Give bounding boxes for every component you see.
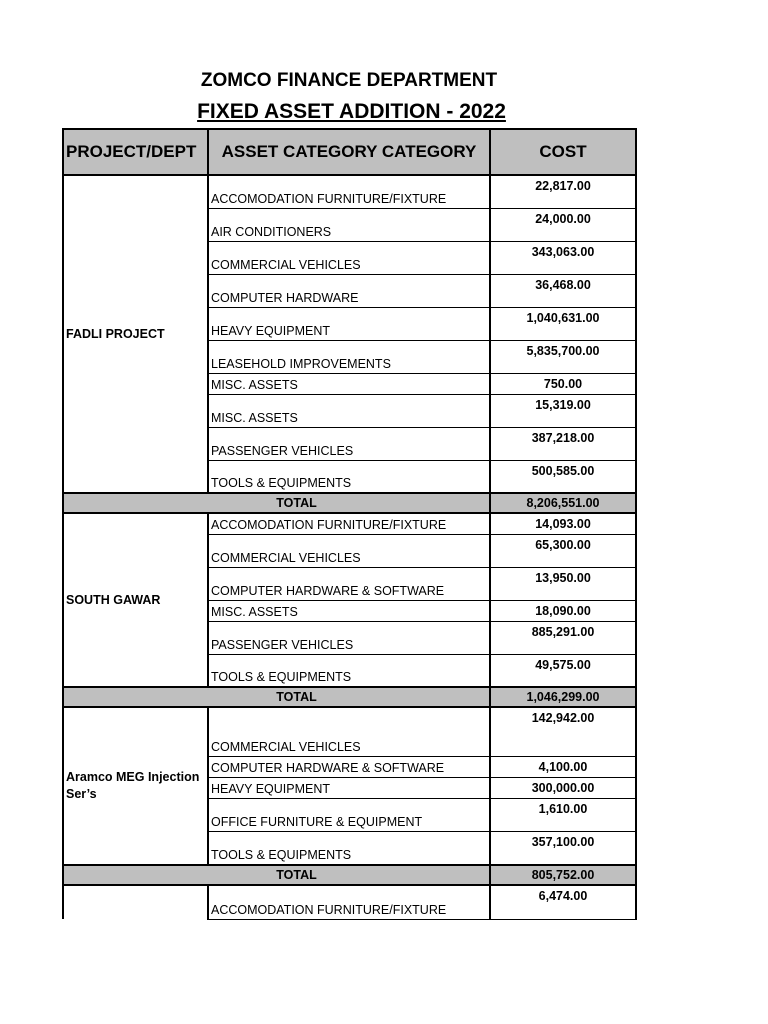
table-row (63, 885, 636, 919)
category-cell: AIR CONDITIONERS (208, 208, 490, 241)
category-cell: ACCOMODATION FURNITURE/FIXTURE (208, 513, 490, 534)
category-cell: HEAVY EQUIPMENT (208, 307, 490, 340)
cost-cell: 24,000.00 (490, 208, 636, 241)
column-header-cost: COST (490, 129, 636, 175)
category-cell: PASSENGER VEHICLES (208, 427, 490, 460)
total-label: TOTAL (63, 865, 490, 885)
category-cell: LEASEHOLD IMPROVEMENTS (208, 340, 490, 373)
category-cell: COMMERCIAL VEHICLES (208, 241, 490, 274)
fixed-asset-table (62, 128, 637, 920)
category-cell: TOOLS & EQUIPMENTS (208, 460, 490, 493)
cost-cell: 36,468.00 (490, 274, 636, 307)
cost-cell: 387,218.00 (490, 427, 636, 460)
category-cell: COMMERCIAL VEHICLES (208, 707, 490, 756)
cost-cell: 4,100.00 (490, 756, 636, 777)
total-cost: 1,046,299.00 (490, 687, 636, 707)
column-header-project: PROJECT/DEPT (63, 129, 208, 175)
category-cell: HEAVY EQUIPMENT (208, 777, 490, 798)
category-cell: OFFICE FURNITURE & EQUIPMENT (208, 798, 490, 831)
category-cell: ACCOMODATION FURNITURE/FIXTURE (208, 175, 490, 208)
category-cell: COMMERCIAL VEHICLES (208, 534, 490, 567)
total-cost: 805,752.00 (490, 865, 636, 885)
cost-cell: 49,575.00 (490, 654, 636, 687)
category-cell: MISC. ASSETS (208, 600, 490, 621)
cost-cell: 750.00 (490, 373, 636, 394)
table-row (63, 175, 636, 208)
table-body (63, 175, 636, 919)
category-cell: TOOLS & EQUIPMENTS (208, 831, 490, 865)
page-title: FIXED ASSET ADDITION - 2022 (197, 100, 506, 123)
cost-cell: 18,090.00 (490, 600, 636, 621)
total-row (63, 493, 636, 513)
cost-cell: 22,817.00 (490, 175, 636, 208)
cost-cell: 5,835,700.00 (490, 340, 636, 373)
cost-cell: 142,942.00 (490, 707, 636, 756)
column-header-category: ASSET CATEGORY CATEGORY (208, 129, 490, 175)
cost-cell: 6,474.00 (490, 885, 636, 919)
cost-cell: 500,585.00 (490, 460, 636, 493)
category-cell: ACCOMODATION FURNITURE/FIXTURE (208, 885, 490, 919)
total-label: TOTAL (63, 493, 490, 513)
category-cell: COMPUTER HARDWARE & SOFTWARE (208, 567, 490, 600)
header-row (63, 129, 636, 175)
cost-cell: 1,610.00 (490, 798, 636, 831)
total-row (63, 687, 636, 707)
cost-cell: 15,319.00 (490, 394, 636, 427)
project-cell: FADLI PROJECT (63, 175, 208, 493)
project-cell: Aramco MEG Injection Ser’s (63, 707, 208, 865)
total-label: TOTAL (63, 687, 490, 707)
category-cell: TOOLS & EQUIPMENTS (208, 654, 490, 687)
cost-cell: 300,000.00 (490, 777, 636, 798)
category-cell: MISC. ASSETS (208, 394, 490, 427)
category-cell: COMPUTER HARDWARE & SOFTWARE (208, 756, 490, 777)
cost-cell: 343,063.00 (490, 241, 636, 274)
cost-cell: 885,291.00 (490, 621, 636, 654)
department-title: ZOMCO FINANCE DEPARTMENT (200, 70, 498, 91)
cost-cell: 13,950.00 (490, 567, 636, 600)
project-cell (63, 885, 208, 919)
total-cost: 8,206,551.00 (490, 493, 636, 513)
table-row (63, 513, 636, 534)
cost-cell: 14,093.00 (490, 513, 636, 534)
total-row (63, 865, 636, 885)
cost-cell: 357,100.00 (490, 831, 636, 865)
table-row (63, 707, 636, 756)
category-cell: PASSENGER VEHICLES (208, 621, 490, 654)
category-cell: MISC. ASSETS (208, 373, 490, 394)
category-cell: COMPUTER HARDWARE (208, 274, 490, 307)
cost-cell: 65,300.00 (490, 534, 636, 567)
project-cell: SOUTH GAWAR (63, 513, 208, 687)
cost-cell: 1,040,631.00 (490, 307, 636, 340)
